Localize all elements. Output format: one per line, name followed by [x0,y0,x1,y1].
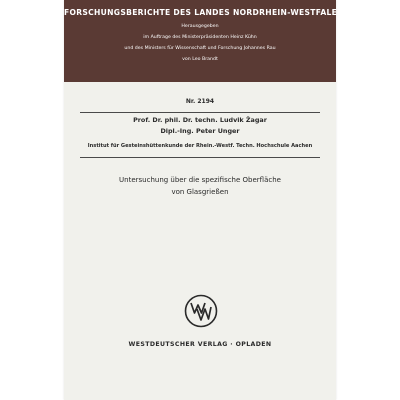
author-name: Dipl.-Ing. Peter Unger [160,127,240,135]
publisher-logo [184,294,218,328]
author-name: Prof. Dr. phil. Dr. techn. Ludvik Žagar [133,116,267,124]
report-number: Nr. 2194 [185,98,215,105]
editor-line: von Leo Brandt [182,57,218,62]
publisher-name: WESTDEUTSCHER VERLAG · OPLADEN [128,341,272,348]
divider [80,112,320,113]
book-cover [64,0,344,400]
divider [80,157,320,158]
report-title-line: Untersuchung über die spezifische Oberfläche [119,176,281,184]
institute-name: Institut für Gesteinshüttenkunde der Rhein.-Westf. Techn. Hochschule Aachen [87,143,313,149]
editor-line: im Auftrage des Ministerpräsidenten Heinz Kühn [143,35,257,40]
report-title-line: von Glasgrießen [171,188,229,196]
editor-line: und des Ministers für Wissenschaft und Forschung Johannes Rau [124,46,276,51]
series-title: FORSCHUNGSBERICHTE DES LANDES NORDRHEIN-WESTFALEN [64,8,344,17]
editor-line: Herausgegeben [181,24,219,29]
series-banner [64,0,344,82]
